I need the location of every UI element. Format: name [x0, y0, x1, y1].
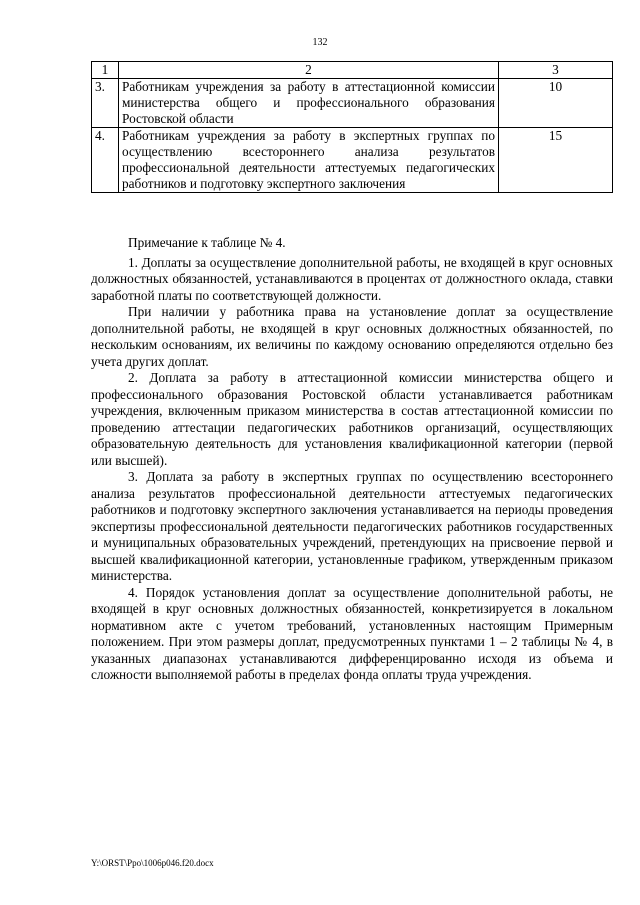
- row-value: 15: [499, 128, 613, 193]
- row-description: Работникам учреждения за работу в экспертных группах по осуществлению всестороннего анализа результатов профессиональной деятельности аттестуемых педагогических работников и подготовку экспертного заключения: [119, 128, 499, 193]
- paragraph: 3. Доплата за работу в экспертных группах по осуществлению всестороннего анализа результатов профессиональной деятельности аттестуемых педагогических работников и подготовку экспертного заключения устанавливается на периоды проведения экспертизы профессиональной деятельности педагогических работников государственных и муниципальных образовательных учреждений, претендующих на присвоение первой и высшей квалификационной категории, установленные графиком, утвержденным приказом министерства.: [91, 469, 613, 583]
- note-title: Примечание к таблице № 4.: [128, 235, 286, 250]
- row-description: Работникам учреждения за работу в аттестационной комиссии министерства общего и профессионального образования Ростовской области: [119, 79, 499, 128]
- table-header-cell: 3: [499, 62, 613, 79]
- row-number: 3.: [92, 79, 119, 128]
- paragraph: 1. Доплаты за осуществление дополнительной работы, не входящей в круг основных должностных обязанностей, устанавливаются в процентах от должностного оклада, ставки заработной платы по соответствующей должности.: [91, 254, 613, 303]
- row-value: 10: [499, 79, 613, 128]
- footer-file-path: Y:\ORST\Ppo\1006p046.f20.docx: [91, 858, 214, 868]
- note-body: [91, 235, 613, 684]
- table-header-cell: 2: [119, 62, 499, 79]
- row-number: 4.: [92, 128, 119, 193]
- table-row: [92, 79, 613, 128]
- paragraph: 2. Доплата за работу в аттестационной комиссии министерства общего и профессионального образования Ростовской области устанавливается работникам учреждения, включенным приказом министерства в состав аттестационной комиссии по проведению аттестации педагогических работников организаций, осуществляющих образовательную деятельность для установления квалификационной категории (первой или высшей).: [91, 370, 613, 468]
- table-header-cell: 1: [92, 62, 119, 79]
- table-row: [92, 128, 613, 193]
- paragraph: 4. Порядок установления доплат за осуществление дополнительной работы, не входящей в круг основных должностных обязанностей, конкретизируется в локальном нормативном акте с учетом требований, установленных настоящим Примерным положением. При этом размеры доплат, предусмотренных пунктами 1 – 2 таблицы № 4, в указанных диапазонах устанавливаются дифференцированно исходя из объема и сложности выполняемой работы в пределах фонда оплаты труда учреждения.: [91, 584, 613, 682]
- paragraph: При наличии у работника права на установление доплат за осуществление дополнительной работы, не входящей в круг основных должностных обязанностей, по нескольким основаниям, их величины по каждому основанию определяются отдельно без учета других доплат.: [91, 304, 613, 369]
- allowance-table: [91, 61, 613, 193]
- page-number: 132: [312, 37, 328, 48]
- table-header-row: [92, 62, 613, 79]
